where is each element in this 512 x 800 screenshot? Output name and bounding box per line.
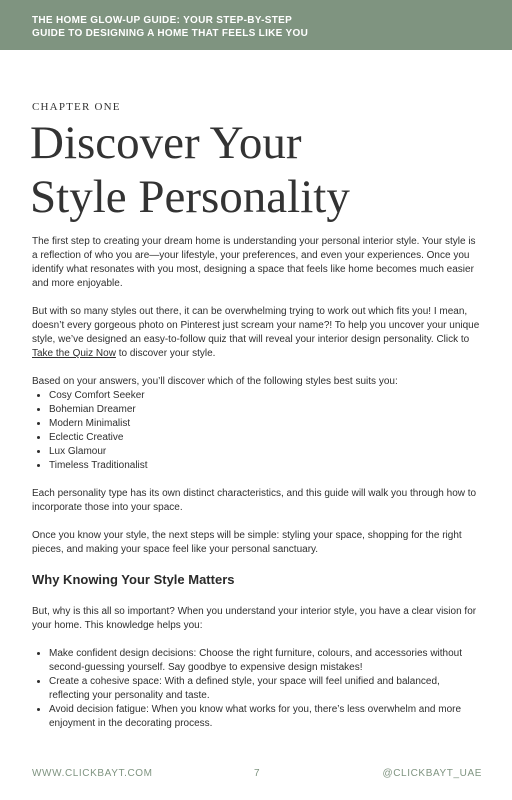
intro-paragraph: The first step to creating your dream home is understanding your personal interior style. Your style is a reflection of who you are—your lifestyle, your preferences, and even your experiences. Once you identify what resonates with you most, designing a space that feels like home becomes much easier and more enjoyable. — [32, 236, 476, 289]
website-link[interactable]: WWW.CLICKBAYT.COM — [32, 768, 153, 779]
page-number: 7 — [254, 768, 261, 779]
styles-list — [32, 389, 482, 473]
chapter-label: CHAPTER ONE — [32, 101, 121, 113]
list-item: • Bohemian Dreamer — [49, 403, 482, 417]
list-item: • Modern Minimalist — [49, 417, 482, 431]
list-item: • Eclectic Creative — [49, 431, 482, 445]
list-item: • Make confident design decisions: Choose the right furniture, colours, and accessories without second-guessing yourself. Say goodbye to expensive design mistakes! — [49, 647, 482, 675]
page-footer — [32, 768, 482, 782]
chapter-title-line2: Style Personality — [30, 171, 350, 223]
importance-paragraph: But, why is this all so important? When you understand your interior style, you have a clear vision for your home. This knowledge helps you: — [32, 606, 477, 631]
quiz-text-before: But with so many styles out there, it can be overwhelming trying to work out which fits you! I mean, doesn’t every gorgeous photo on Pinterest just scream your name?! To help you uncover your unique style, we’ve designed an easy-to-follow quiz that will reveal your interior design personality. Click to — [32, 306, 480, 345]
next-steps-paragraph: Once you know your style, the next steps will be simple: styling your space, shopping for the right pieces, and making your space feel like your personal sanctuary. — [32, 530, 462, 555]
benefits-list — [32, 647, 482, 731]
take-quiz-link[interactable]: Take the Quiz Now — [32, 348, 116, 359]
chapter-title-line1: Discover Your — [30, 117, 302, 169]
quiz-paragraph — [32, 305, 482, 361]
chapter-title — [30, 116, 500, 224]
guide-title-line2: GUIDE TO DESIGNING A HOME THAT FEELS LIKE YOU — [32, 28, 309, 39]
list-item: • Cosy Comfort Seeker — [49, 389, 482, 403]
chapter-body — [32, 235, 482, 745]
list-item: • Lux Glamour — [49, 445, 482, 459]
personality-paragraph: Each personality type has its own distinct characteristics, and this guide will walk you through how to incorporate those into your space. — [32, 488, 477, 513]
list-item: • Avoid decision fatigue: When you know what works for you, there’s less overwhelm and more enjoyment in the decorating process. — [49, 703, 482, 731]
section-heading: Why Knowing Your Style Matters — [32, 572, 235, 587]
quiz-text-after: to discover your style. — [115, 348, 216, 359]
styles-intro: Based on your answers, you’ll discover which of the following styles best suits you: — [32, 376, 398, 387]
social-handle[interactable]: @CLICKBAYT_UAE — [382, 768, 482, 779]
header-banner — [0, 0, 512, 50]
guide-title-line1: THE HOME GLOW-UP GUIDE: YOUR STEP-BY-STEP — [32, 15, 293, 26]
guide-title — [32, 14, 492, 40]
list-item: • Timeless Traditionalist — [49, 459, 482, 473]
list-item: • Create a cohesive space: With a defined style, your space will feel unified and balanced, reflecting your personality and taste. — [49, 675, 482, 703]
